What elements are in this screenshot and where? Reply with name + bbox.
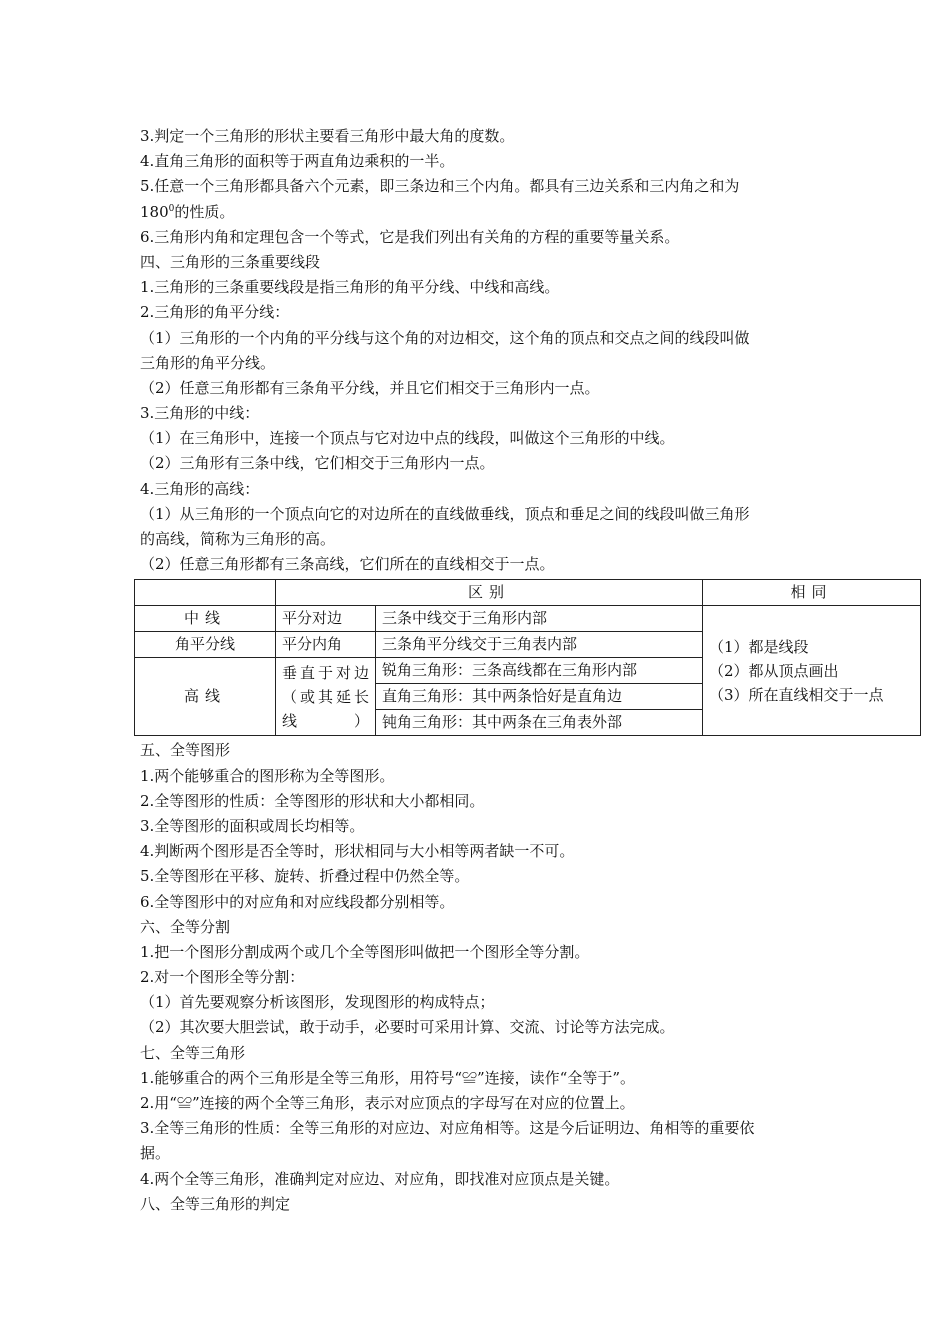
text-line: （1）首先要观察分析该图形，发现图形的构成特点；	[140, 993, 495, 1012]
text-line: （1）三角形的一个内角的平分线与这个角的对边相交，这个角的顶点和交点之间的线段叫做	[140, 328, 750, 347]
same-item: （2）都从顶点画出	[709, 661, 839, 680]
section-heading: 八、全等三角形的判定	[140, 1194, 291, 1213]
row-def-median: 平分对边	[276, 606, 376, 632]
row-desc-acute: 锐角三角形：三条高线都在三角形内部	[376, 658, 703, 684]
row-name-median: 中线	[135, 606, 276, 632]
text-line	[140, 200, 830, 225]
table-row	[135, 580, 921, 606]
document-page	[140, 124, 884, 1217]
degree-rest: 的性质。	[174, 202, 235, 221]
text-line: 1.能够重合的两个三角形是全等三角形，用符号“≌”连接，读作“全等于”。	[140, 1068, 635, 1087]
text-line: （1）在三角形中，连接一个顶点与它对边中点的线段，叫做这个三角形的中线。	[140, 429, 675, 448]
text-line: 1.三角形的三条重要线段是指三角形的角平分线、中线和高线。	[140, 278, 560, 297]
text-line: 5.全等图形在平移、旋转、折叠过程中仍然全等。	[140, 867, 470, 886]
text-line: （1）从三角形的一个顶点向它的对边所在的直线做垂线，顶点和垂足之间的线段叫做三角形	[140, 504, 750, 523]
text-line: 据。	[140, 1144, 171, 1163]
text-line: 4.三角形的高线：	[140, 479, 260, 498]
text-line: （2）三角形有三条中线，它们相交于三角形内一点。	[140, 454, 495, 473]
section-heading: 六、全等分割	[140, 917, 231, 936]
text-line: 2.三角形的角平分线：	[140, 303, 290, 322]
text-line: 5.任意一个三角形都具备六个元素，即三条边和三个内角。都具有三边关系和三内角之和为	[140, 177, 740, 196]
text-line: 2.对一个图形全等分割：	[140, 968, 305, 987]
table-cell-empty	[135, 580, 276, 606]
row-desc-right: 直角三角形：其中两条恰好是直角边	[376, 684, 703, 710]
header-same: 相同	[703, 580, 921, 606]
row-def-altitude: 垂直于对边（或其延长线）	[276, 658, 376, 736]
section-heading: 七、全等三角形	[140, 1043, 246, 1062]
section-heading: 五、全等图形	[140, 741, 231, 760]
text-line: 2.用“≌”连接的两个全等三角形，表示对应顶点的字母写在对应的位置上。	[140, 1094, 635, 1112]
row-desc-obtuse: 钝角三角形：其中两条在三角表外部	[376, 710, 703, 736]
text-line: 的高线，简称为三角形的高。	[140, 530, 336, 548]
header-diff: 区别	[276, 580, 703, 606]
row-desc-median: 三条中线交于三角形内部	[376, 606, 703, 632]
section-heading: 四、三角形的三条重要线段	[140, 252, 321, 271]
same-item: （1）都是线段	[709, 637, 809, 656]
text-line: 1.把一个图形分割成两个或几个全等图形叫做把一个图形全等分割。	[140, 942, 590, 961]
row-def-bisector: 平分内角	[276, 632, 376, 658]
degree-superscript: 0	[168, 203, 175, 214]
text-line: （2）任意三角形都有三条角平分线，并且它们相交于三角形内一点。	[140, 378, 600, 397]
text-line: 6.三角形内角和定理包含一个等式，它是我们列出有关角的方程的重要等量关系。	[140, 227, 680, 246]
text-line: 6.全等图形中的对应角和对应线段都分别相等。	[140, 892, 455, 911]
text-line: 4.两个全等三角形，准确判定对应边、对应角，即找准对应顶点是关键。	[140, 1169, 620, 1188]
row-desc-bisector: 三条角平分线交于三角表内部	[376, 632, 703, 658]
row-name-bisector: 角平分线	[135, 632, 276, 658]
text-line: 4.判断两个图形是否全等时，形状相同与大小相等两者缺一不可。	[140, 842, 575, 861]
degree-number: 180	[140, 202, 169, 221]
table-row	[135, 606, 921, 632]
text-line: 3.全等图形的面积或周长均相等。	[140, 816, 365, 835]
text-line: 三角形的角平分线。	[140, 353, 276, 372]
row-name-altitude: 高线	[135, 658, 276, 736]
text-line: 3.判定一个三角形的形状主要看三角形中最大角的度数。	[140, 127, 515, 145]
same-item: （3）所在直线相交于一点	[709, 685, 884, 704]
text-line: 1.两个能够重合的图形称为全等图形。	[140, 766, 395, 785]
comparison-table	[134, 579, 921, 736]
text-line: 2.全等图形的性质：全等图形的形状和大小都相同。	[140, 791, 485, 810]
text-line: （2）任意三角形都有三条高线，它们所在的直线相交于一点。	[140, 555, 555, 574]
same-cell	[703, 606, 921, 736]
text-line: 4.直角三角形的面积等于两直角边乘积的一半。	[140, 152, 455, 171]
text-line: 3.三角形的中线：	[140, 404, 260, 423]
text-line: （2）其次要大胆尝试，敢于动手，必要时可采用计算、交流、讨论等方法完成。	[140, 1018, 675, 1037]
text-line: 3.全等三角形的性质：全等三角形的对应边、对应角相等。这是今后证明边、角相等的重要依	[140, 1119, 755, 1138]
